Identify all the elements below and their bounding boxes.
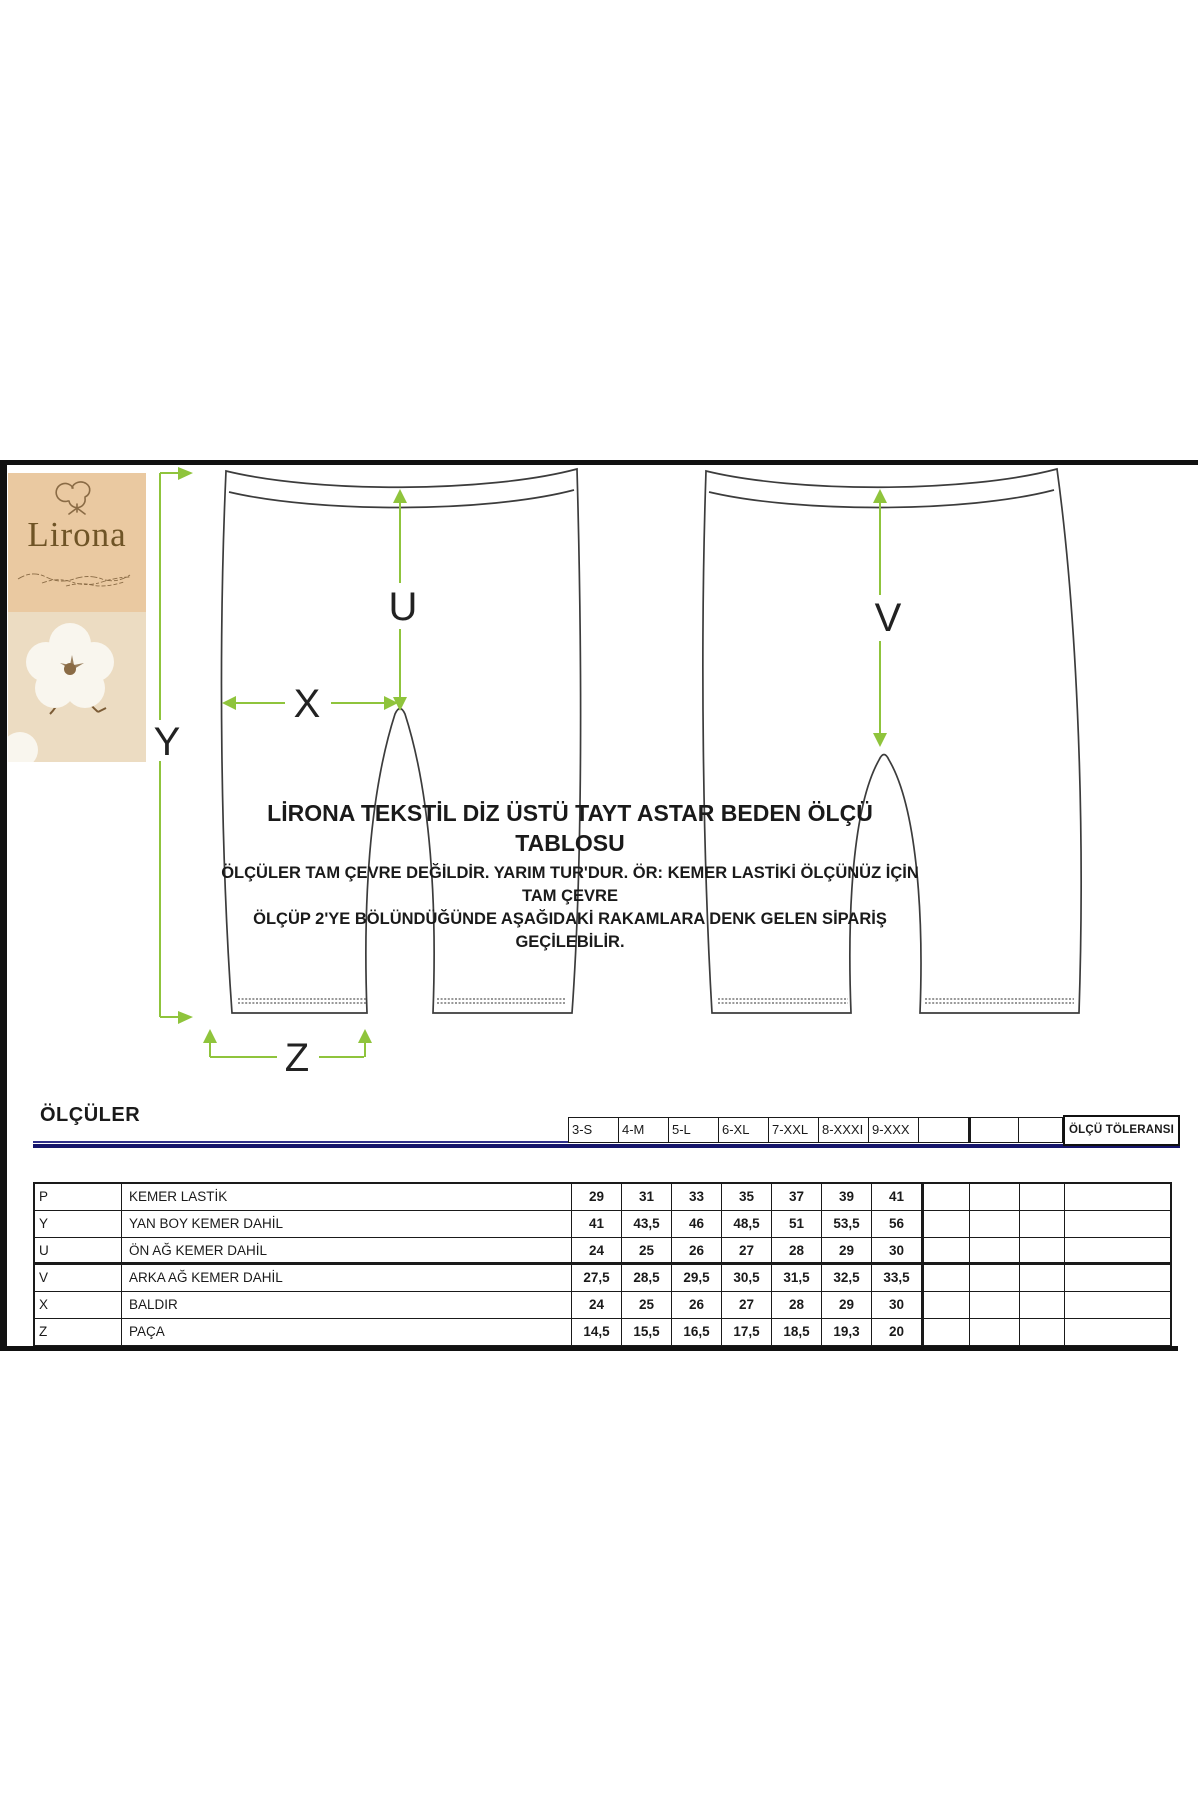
table-row [35, 1211, 1171, 1238]
value-cell: 17,5 [722, 1319, 772, 1346]
value-cell: 30 [872, 1238, 922, 1265]
size-header-cell: 4-M [618, 1117, 668, 1143]
empty-cell [1020, 1238, 1065, 1265]
label-u: U [388, 585, 418, 629]
empty-cell [922, 1238, 970, 1265]
empty-cell [1065, 1265, 1171, 1292]
empty-cell [1065, 1319, 1171, 1346]
empty-cell [970, 1238, 1020, 1265]
empty-cell [1020, 1319, 1065, 1346]
value-cell: 28 [772, 1292, 822, 1319]
chart-title: LİRONA TEKSTİL DİZ ÜSTÜ TAYT ASTAR BEDEN ÖLÇÜ TABLOSU [267, 800, 873, 856]
size-header-cell: 5-L [668, 1117, 718, 1143]
section-heading: ÖLÇÜLER [40, 1104, 141, 1126]
empty-cell [970, 1292, 1020, 1319]
chart-subtitle-1: ÖLÇÜLER TAM ÇEVRE DEĞİLDİR. YARIM TUR'DUR. ÖR: KEMER LASTİKİ ÖLÇÜNÜZ İÇİN TAM ÇEVRE [221, 864, 919, 905]
value-cell: 32,5 [822, 1265, 872, 1292]
value-cell: 27,5 [572, 1265, 622, 1292]
row-code: U [35, 1238, 122, 1265]
row-code: Y [35, 1211, 122, 1238]
value-cell: 20 [872, 1319, 922, 1346]
size-header-cell: 6-XL [718, 1117, 768, 1143]
empty-cell [1020, 1184, 1065, 1211]
value-cell: 53,5 [822, 1211, 872, 1238]
row-code: P [35, 1184, 122, 1211]
chart-subtitle-2: ÖLÇÜP 2'YE BÖLÜNDÜĞÜNDE AŞAĞIDAKİ RAKAMLARA DENK GELEN SİPARİŞ GEÇİLEBİLİR. [253, 910, 887, 951]
row-code: X [35, 1292, 122, 1319]
row-label: PAÇA [122, 1319, 572, 1346]
value-cell: 46 [672, 1211, 722, 1238]
value-cell: 48,5 [722, 1211, 772, 1238]
label-v: V [874, 596, 902, 640]
table-row [35, 1238, 1171, 1265]
table-row [35, 1292, 1171, 1319]
empty-cell [970, 1211, 1020, 1238]
value-cell: 14,5 [572, 1319, 622, 1346]
value-cell: 16,5 [672, 1319, 722, 1346]
row-label: BALDIR [122, 1292, 572, 1319]
empty-cell [922, 1319, 970, 1346]
table-row [35, 1319, 1171, 1346]
value-cell: 37 [772, 1184, 822, 1211]
chart-title-block [220, 798, 920, 954]
empty-cell [922, 1211, 970, 1238]
size-header-cell: 8-XXXI [818, 1117, 868, 1143]
empty-cell [1065, 1184, 1171, 1211]
value-cell: 15,5 [622, 1319, 672, 1346]
size-header-cell: 3-S [568, 1117, 618, 1143]
value-cell: 26 [672, 1292, 722, 1319]
empty-cell [922, 1184, 970, 1211]
value-cell: 43,5 [622, 1211, 672, 1238]
row-label: YAN BOY KEMER DAHİL [122, 1211, 572, 1238]
label-x: X [293, 682, 321, 726]
size-header-cell: 7-XXL [768, 1117, 818, 1143]
value-cell: 27 [722, 1292, 772, 1319]
empty-cell [1065, 1238, 1171, 1265]
empty-cell [922, 1292, 970, 1319]
row-label: ARKA AĞ KEMER DAHİL [122, 1265, 572, 1292]
value-cell: 31 [622, 1184, 672, 1211]
value-cell: 56 [872, 1211, 922, 1238]
tolerance-header: ÖLÇÜ TÖLERANSI [1063, 1115, 1180, 1146]
row-label: ÖN AĞ KEMER DAHİL [122, 1238, 572, 1265]
value-cell: 25 [622, 1292, 672, 1319]
value-cell: 35 [722, 1184, 772, 1211]
empty-cell [1020, 1265, 1065, 1292]
value-cell: 25 [622, 1238, 672, 1265]
value-cell: 30 [872, 1292, 922, 1319]
empty-cell [1065, 1292, 1171, 1319]
label-z: Z [284, 1036, 310, 1080]
empty-cell [970, 1184, 1020, 1211]
empty-cell [970, 1265, 1020, 1292]
value-cell: 29,5 [672, 1265, 722, 1292]
value-cell: 33 [672, 1184, 722, 1211]
row-code: V [35, 1265, 122, 1292]
table-row [35, 1184, 1171, 1211]
value-cell: 51 [772, 1211, 822, 1238]
value-cell: 30,5 [722, 1265, 772, 1292]
value-cell: 41 [872, 1184, 922, 1211]
size-table [33, 1182, 1172, 1346]
label-y: Y [153, 720, 181, 764]
garment-diagram [0, 455, 1200, 1120]
empty-cell [1020, 1292, 1065, 1319]
value-cell: 28 [772, 1238, 822, 1265]
value-cell: 24 [572, 1292, 622, 1319]
table-bottom-rule [0, 1346, 1178, 1351]
empty-cell [1065, 1211, 1171, 1238]
value-cell: 31,5 [772, 1265, 822, 1292]
value-cell: 28,5 [622, 1265, 672, 1292]
size-header-cell: 9-XXX [868, 1117, 918, 1143]
size-header-cell-empty [918, 1117, 968, 1143]
value-cell: 39 [822, 1184, 872, 1211]
row-code: Z [35, 1319, 122, 1346]
value-cell: 29 [572, 1184, 622, 1211]
empty-cell [922, 1265, 970, 1292]
size-header-cell-empty [968, 1117, 1018, 1143]
row-label: KEMER LASTİK [122, 1184, 572, 1211]
value-cell: 29 [822, 1238, 872, 1265]
value-cell: 26 [672, 1238, 722, 1265]
brand-wordmark: Lirona [27, 515, 127, 554]
value-cell: 29 [822, 1292, 872, 1319]
table-row [35, 1265, 1171, 1292]
value-cell: 18,5 [772, 1319, 822, 1346]
value-cell: 27 [722, 1238, 772, 1265]
size-header-row [568, 1117, 1063, 1143]
empty-cell [1020, 1211, 1065, 1238]
size-header-cell-empty [1018, 1117, 1063, 1143]
value-cell: 19,3 [822, 1319, 872, 1346]
value-cell: 33,5 [872, 1265, 922, 1292]
value-cell: 41 [572, 1211, 622, 1238]
empty-cell [970, 1319, 1020, 1346]
value-cell: 24 [572, 1238, 622, 1265]
